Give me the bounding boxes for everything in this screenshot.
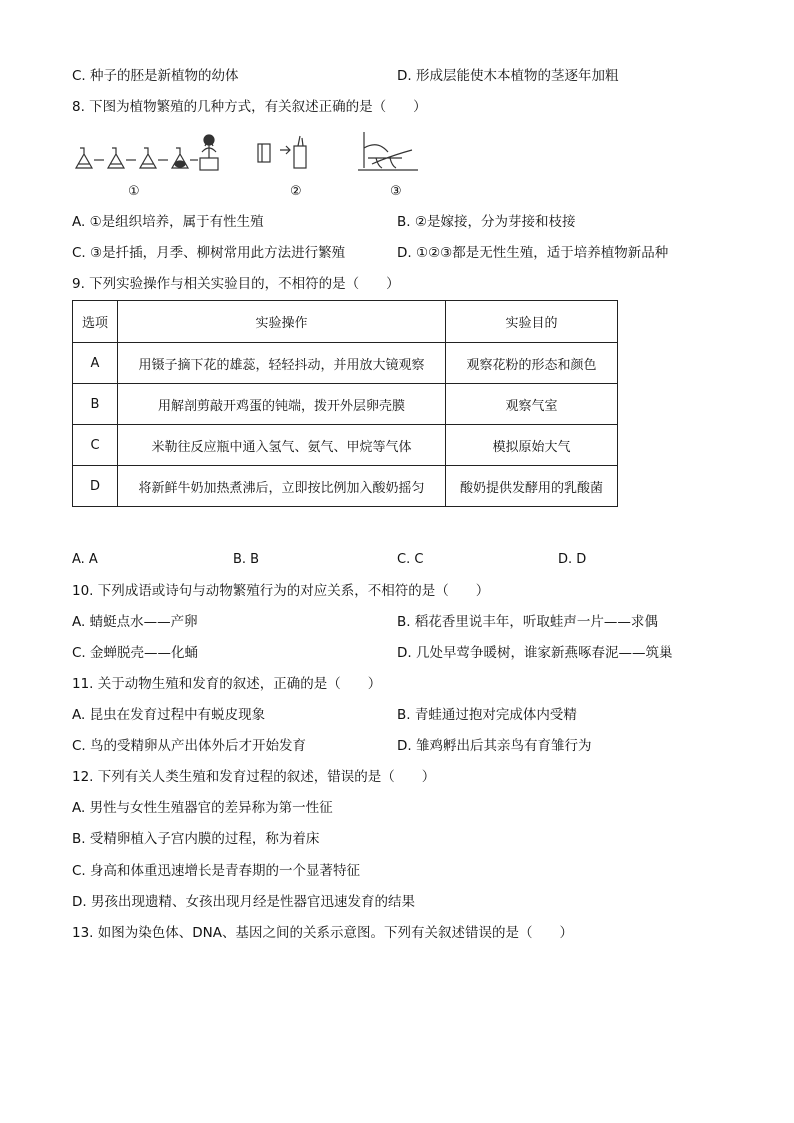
q9-experiment-table: [72, 300, 618, 507]
table-row: [73, 466, 618, 507]
q12-option-d: D. 男孩出现遗精、女孩出现月经是性器官迅速发育的结果: [72, 894, 415, 910]
q12-option-c: C. 身高和体重迅速增长是青春期的一个显著特征: [72, 863, 361, 879]
q12-option-a: A. 男性与女性生殖器官的差异称为第一性征: [72, 800, 333, 816]
q8-figure-label-1: ①: [128, 184, 140, 199]
table-header-purpose: 实验目的: [446, 301, 618, 343]
q8-stem: 8. 下图为植物繁殖的几种方式，有关叙述正确的是（ ）: [72, 99, 427, 115]
table-header-operation: 实验操作: [118, 301, 446, 343]
q9-option-a: A. A: [72, 552, 98, 567]
q8-figure-label-2: ②: [290, 184, 302, 199]
table-cell: B: [73, 384, 118, 425]
q10-stem: 10. 下列成语或诗句与动物繁殖行为的对应关系，不相符的是（ ）: [72, 583, 490, 599]
q11-option-b: B. 青蛙通过抱对完成体内受精: [397, 707, 577, 723]
table-cell: 用解剖剪敲开鸡蛋的钝端，拨开外层卵壳膜: [118, 384, 446, 425]
table-cell: 用镊子摘下花的雄蕊，轻轻抖动，并用放大镜观察: [118, 343, 446, 384]
table-header-option: 选项: [73, 301, 118, 343]
q8-option-d: D. ①②③都是无性生殖，适于培养植物新品种: [397, 245, 669, 261]
q13-stem: 13. 如图为染色体、DNA、基因之间的关系示意图。下列有关叙述错误的是（ ）: [72, 925, 573, 941]
table-cell: 米勒往反应瓶中通入氢气、氨气、甲烷等气体: [118, 425, 446, 466]
q12-stem: 12. 下列有关人类生殖和发育过程的叙述，错误的是（ ）: [72, 769, 436, 785]
table-cell: 将新鲜牛奶加热煮沸后，立即按比例加入酸奶摇匀: [118, 466, 446, 507]
q11-option-a: A. 昆虫在发育过程中有蜕皮现象: [72, 707, 266, 723]
table-row: [73, 425, 618, 466]
table-cell: 模拟原始大气: [446, 425, 618, 466]
q11-option-c: C. 鸟的受精卵从产出体外后才开始发育: [72, 738, 307, 754]
q9-option-c: C. C: [397, 552, 424, 567]
q7-option-c: C. 种子的胚是新植物的幼体: [72, 68, 239, 84]
q10-option-c: C. 金蝉脱壳——化蛹: [72, 645, 199, 661]
q8-option-a: A. ①是组织培养，属于有性生殖: [72, 214, 264, 230]
q9-stem: 9. 下列实验操作与相关实验目的，不相符的是（ ）: [72, 276, 400, 292]
q9-option-d: D. D: [558, 552, 587, 567]
q7-option-d: D. 形成层能使木本植物的茎逐年加粗: [397, 68, 619, 84]
q12-option-b: B. 受精卵植入子宫内膜的过程，称为着床: [72, 831, 320, 847]
table-cell: 观察花粉的形态和颜色: [446, 343, 618, 384]
table-cell: C: [73, 425, 118, 466]
q8-option-c: C. ③是扦插，月季、柳树常用此方法进行繁殖: [72, 245, 346, 261]
table-cell: 观察气室: [446, 384, 618, 425]
table-cell: A: [73, 343, 118, 384]
table-cell: D: [73, 466, 118, 507]
q11-stem: 11. 关于动物生殖和发育的叙述，正确的是（ ）: [72, 676, 382, 692]
q9-option-b: B. B: [233, 552, 260, 567]
q11-option-d: D. 雏鸡孵出后其亲鸟有育雏行为: [397, 738, 592, 754]
table-cell: 酸奶提供发酵用的乳酸菌: [446, 466, 618, 507]
q10-option-d: D. 几处早莺争暖树，谁家新燕啄春泥——筑巢: [397, 645, 673, 661]
table-row: [73, 384, 618, 425]
q10-option-a: A. 蜻蜓点水——产卵: [72, 614, 198, 630]
q10-option-b: B. 稻花香里说丰年，听取蛙声一片——求偶: [397, 614, 658, 630]
q8-figure-label-3: ③: [390, 184, 402, 199]
table-header-row: [73, 301, 618, 343]
table-row: [73, 343, 618, 384]
propagation-illustration: [72, 128, 442, 184]
q8-option-b: B. ②是嫁接，分为芽接和枝接: [397, 214, 576, 230]
